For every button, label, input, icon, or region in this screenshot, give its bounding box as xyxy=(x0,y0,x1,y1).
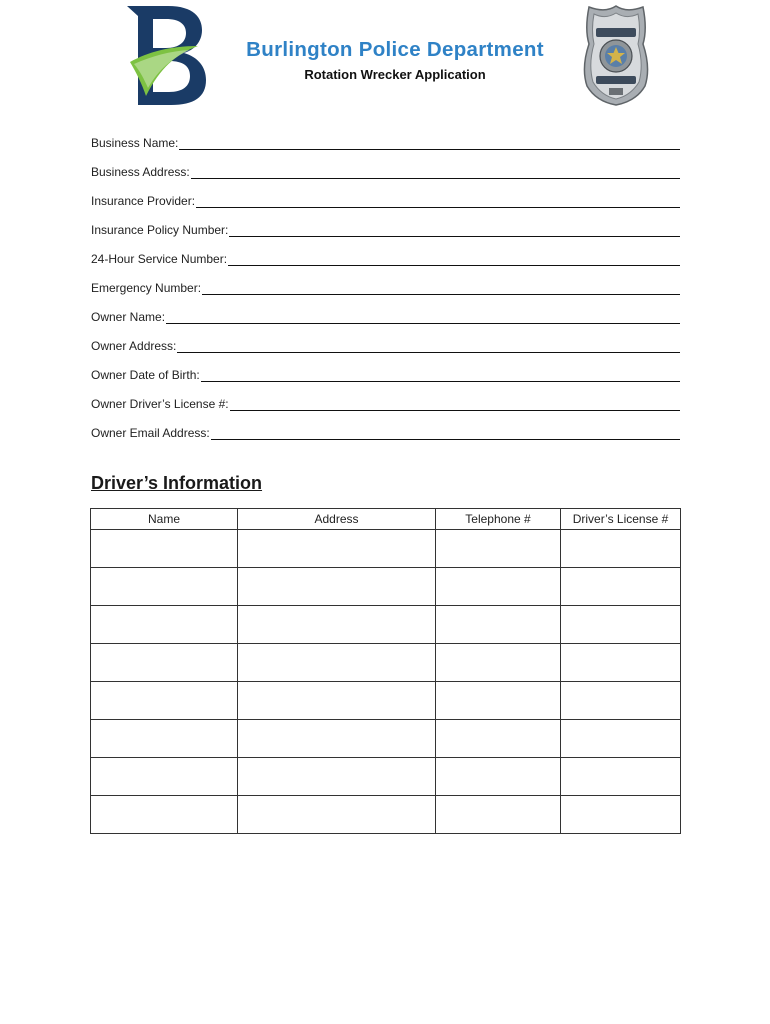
burlington-b-logo xyxy=(124,4,208,106)
table-row xyxy=(91,644,681,682)
police-badge-icon xyxy=(583,4,649,106)
table-cell[interactable] xyxy=(436,796,561,834)
table-cell[interactable] xyxy=(238,644,436,682)
field-entry-line[interactable] xyxy=(230,397,680,411)
table-cell[interactable] xyxy=(561,568,681,606)
form-field-row xyxy=(91,411,680,440)
form-field-row xyxy=(91,382,680,411)
form-subtitle: Rotation Wrecker Application xyxy=(304,67,486,82)
form-field-row xyxy=(91,353,680,382)
field-entry-line[interactable] xyxy=(196,194,680,208)
field-label: Owner Name: xyxy=(91,310,166,324)
field-label: Insurance Provider: xyxy=(91,194,196,208)
table-cell[interactable] xyxy=(561,606,681,644)
table-cell[interactable] xyxy=(238,530,436,568)
table-cell[interactable] xyxy=(436,606,561,644)
table-cell[interactable] xyxy=(561,682,681,720)
form-field-row xyxy=(91,295,680,324)
drivers-table-header-row xyxy=(91,509,681,530)
table-cell[interactable] xyxy=(91,682,238,720)
table-cell[interactable] xyxy=(91,758,238,796)
field-entry-line[interactable] xyxy=(166,310,680,324)
table-cell[interactable] xyxy=(436,644,561,682)
field-label: Owner Address: xyxy=(91,339,177,353)
form-field-row xyxy=(91,150,680,179)
table-row xyxy=(91,530,681,568)
table-cell[interactable] xyxy=(91,568,238,606)
table-cell[interactable] xyxy=(561,758,681,796)
form-field-row xyxy=(91,121,680,150)
field-label: Owner Email Address: xyxy=(91,426,210,440)
table-cell[interactable] xyxy=(238,758,436,796)
table-cell[interactable] xyxy=(91,644,238,682)
table-cell[interactable] xyxy=(436,530,561,568)
table-row xyxy=(91,796,681,834)
field-entry-line[interactable] xyxy=(191,165,680,179)
field-label: Emergency Number: xyxy=(91,281,202,295)
drivers-table xyxy=(90,508,681,834)
table-row xyxy=(91,682,681,720)
field-entry-line[interactable] xyxy=(177,339,680,353)
table-cell[interactable] xyxy=(561,720,681,758)
table-cell[interactable] xyxy=(436,720,561,758)
column-header: Address xyxy=(238,509,436,530)
table-row xyxy=(91,758,681,796)
table-cell[interactable] xyxy=(238,796,436,834)
table-cell[interactable] xyxy=(91,796,238,834)
table-row xyxy=(91,606,681,644)
field-entry-line[interactable] xyxy=(201,368,680,382)
form-field-row xyxy=(91,179,680,208)
column-header: Name xyxy=(91,509,238,530)
field-entry-line[interactable] xyxy=(229,223,680,237)
table-cell[interactable] xyxy=(436,682,561,720)
field-entry-line[interactable] xyxy=(202,281,680,295)
table-cell[interactable] xyxy=(561,530,681,568)
table-cell[interactable] xyxy=(91,530,238,568)
field-label: 24-Hour Service Number: xyxy=(91,252,228,266)
table-cell[interactable] xyxy=(238,568,436,606)
table-cell[interactable] xyxy=(561,644,681,682)
field-label: Business Name: xyxy=(91,136,179,150)
field-label: Owner Date of Birth: xyxy=(91,368,200,382)
field-label: Business Address: xyxy=(91,165,190,179)
form-field-row xyxy=(91,208,680,237)
form-field-row xyxy=(91,237,680,266)
table-cell[interactable] xyxy=(238,682,436,720)
table-cell[interactable] xyxy=(238,720,436,758)
field-label: Owner Driver’s License #: xyxy=(91,397,229,411)
applicant-fields xyxy=(91,121,680,440)
column-header: Driver’s License # xyxy=(561,509,681,530)
form-field-row xyxy=(91,266,680,295)
table-cell[interactable] xyxy=(91,606,238,644)
table-cell[interactable] xyxy=(91,720,238,758)
form-field-row xyxy=(91,324,680,353)
table-cell[interactable] xyxy=(561,796,681,834)
table-row xyxy=(91,720,681,758)
field-entry-line[interactable] xyxy=(179,136,680,150)
field-label: Insurance Policy Number: xyxy=(91,223,229,237)
table-cell[interactable] xyxy=(238,606,436,644)
table-cell[interactable] xyxy=(436,758,561,796)
drivers-section-heading: Driver’s Information xyxy=(91,473,263,493)
field-entry-line[interactable] xyxy=(228,252,680,266)
field-entry-line[interactable] xyxy=(211,426,680,440)
table-cell[interactable] xyxy=(436,568,561,606)
column-header: Telephone # xyxy=(436,509,561,530)
department-title: Burlington Police Department xyxy=(246,38,544,61)
table-row xyxy=(91,568,681,606)
